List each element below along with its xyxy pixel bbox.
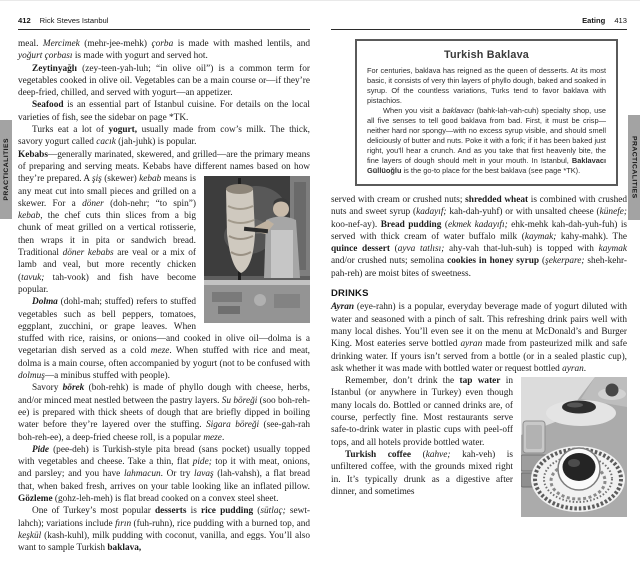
right-page [331,16,627,520]
practicalities-tab-right [628,115,640,220]
sidebar-paragraph: For centuries, baklava has reigned as the queen of desserts. At its most basic, it consists of very thin layers of phyllo dough, baked and soaked in syrup. Of the countless variations, Turks tend to favor baklava with pistachios. [367,66,606,105]
paragraph: Remember, don’t drink the tap water in Istanbul (or anywhere in Turkey) even though many locals do. Bottled or canned drinks are, of course, perfectly fine. Most restaurants serve safe-to-drink water in plastic cups with peel-off tops, and all hotels provide bottled water. [331,376,513,448]
section-title: Eating [582,16,606,25]
turkish-coffee-photo [521,377,627,517]
sidebar-title: Turkish Baklava [443,49,529,61]
drinks-heading: DRINKS [331,288,369,300]
doner-kebab-photo-graphic [204,176,310,323]
paragraph: meal. Mercimek (mehr-jee-mehk) çorba is made with mashed lentils, and yoğurt çorbası is made with yogurt and served hot. [18,39,310,62]
paragraph: Zeytinyağlı (zey-teen-yah-luh; “in olive oil”) is a common term for vegetables cooked in olive oil. Vegetables can be a main course or—if they’re deep-fried, chilled, and served with yogurt—an appetizer. [18,63,310,99]
practicalities-tab-label: PRACTICALITIES [630,136,638,199]
sidebar-paragraph: When you visit a baklavacı (bahk-lah-vah-cuh) specialty shop, use all five senses to tell good baklava from bad. First, it must be crisp—neither hard nor spongy—with no excess syrup visible, and should smell deliciously of butter and nuts. Poke it with a fork; if it has been baked just right, you’ll hear a crunch. And as you take that first heavenly bite, the fine layers of dough should melt in your mouth. In Istanbul, Baklavacı Güllüoğlu is the go-to place for the best baklava (see page *TK). [367,106,606,175]
turkish-coffee-photo-graphic [521,377,627,517]
left-page [18,16,310,554]
book-spread [0,1,640,569]
paragraph: Pide (pee-deh) is Turkish-style pita bread (sans pocket) usually topped with vegetables and cheese. Take a thin, flat pide; top it with meat, onions, and parsley; and you have lahmacun. Or try lavaş (lah-vahsh), a flat bread that, when baked fresh, arrives on your table looking like an inflated pillow. Gözleme (gohz-leh-meh) is flat bread cooked on a convex steel sheet. [18,444,310,504]
sidebar-turkish-baklava [355,39,618,186]
paragraph: One of Turkey’s most popular desserts is rice pudding (sütlaç; sewt-lahch); variations include fırın (fuh-ruhn), rice pudding with a burned top, and keşkül (kash-kuhl), milk pudding with coconut, vanilla, and eggs. You’ll also want to sample Turkish baklava, [18,506,310,554]
paragraph-text: Ayran (eye-rahn) is a popular, everyday beverage made of yogurt diluted with water and seasoned with a pinch of salt. This refreshing drink pairs well with many local dishes. You’ll even see it on the menu at McDonald’s and Burger King. Most eateries serve bottled ayran made from pasteurized milk and safe drinking water. If yours isn’t served from a bottle (or in a sealed plastic cup), ask whether it was made with bottled water or request bottled ayran. [331,302,628,374]
paragraph: Dolma (dohl-mah; stuffed) refers to stuffed vegetables such as bell peppers, tomatoes, eggplant, zucchini, or grape leaves. When stuffed with rice, raisins, or onions—and cooked in olive oil—dolma is a vegetarian dish served as a cold meze. When stuffed with rice and meat, dolma is a main course, often accompanied by yogurt (not to be confused with dolmuş—a minibus stuffed with people). [18,297,310,382]
body-text [331,194,627,498]
doner-kebab-chef-photo [204,176,310,323]
book-title: Rick Steves Istanbul [39,16,109,25]
page-header [18,16,310,30]
page-number: 412 [18,16,31,25]
paragraph: Seafood is an essential part of Istanbul cuisine. For details on the local varieties of fish, see the sidebar on page *TK. [18,100,310,123]
practicalities-tab-label: PRACTICALITIES [2,138,10,201]
paragraph: Turkish coffee (kahve; kah-veh) is unfiltered coffee, with the grounds mixed right in. It’s typically drunk as a digestive after dinner, and sometimes [331,449,514,497]
body-text [18,38,310,554]
paragraph: served with cream or crushed nuts; shredded wheat is combined with crushed nuts and sweet syrup (kadayıf; kah-dah-yuhf) or with unsalted cheese (künefe; koo-nef-ay). Bread pudding (ekmek kadayıfı; ehk-mehk kah-dah-yuh-fuh) is served with thick cream of water buffalo milk (kaymak; kahy-mahk). The quince dessert (ayva tatlısı; ahy-vah that-luh-suh) is topped with kaymak and/or crushed nuts; semolina cookies in honey syrup (şekerpare; sheh-kehr-pah-reh) are moist bites of sweetness. [331,195,628,279]
paragraph: Savory börek (boh-rehk) is made of phyllo dough with cheese, herbs, and/or minced meat nestled between the pastry layers. Su böreği (soo boh-reh-ee) is prepared with thick sheets of dough that are briefly dipped in boiling water before they’re layered over the stuffing. Sigara böreği (see-gah-rah boh-reh-ee), a deep-fried cheese roll, is a popular meze. [18,383,311,443]
page-number: 413 [614,16,627,25]
paragraph: Turks eat a lot of yogurt, usually made from cow’s milk. The thick, savory yogurt called cacık (jah-juhk) is popular. [18,125,310,148]
practicalities-tab-left [0,120,12,219]
paragraph-text: Kebabs—generally marinated, skewered, and grilled—are the primary means of preparing and serving meats. Kebabs have different names based on how they’re prepared. A şiş (skewer) kebab means is any meat cut into small pieces and grilled on a skewer. For a döner (doh-nehr; “to spin”) kebab, the chef cuts thin slices from a big chunk of meat grilled on a vertical rotisserie, then wraps it in pita or sandwich bread. Traditional döner kebabs are veal or a mix of lamb and veal, but more recently chicken (tavuk; tah-vook) and fish have become popular. [18,149,310,295]
page-header [331,16,627,30]
